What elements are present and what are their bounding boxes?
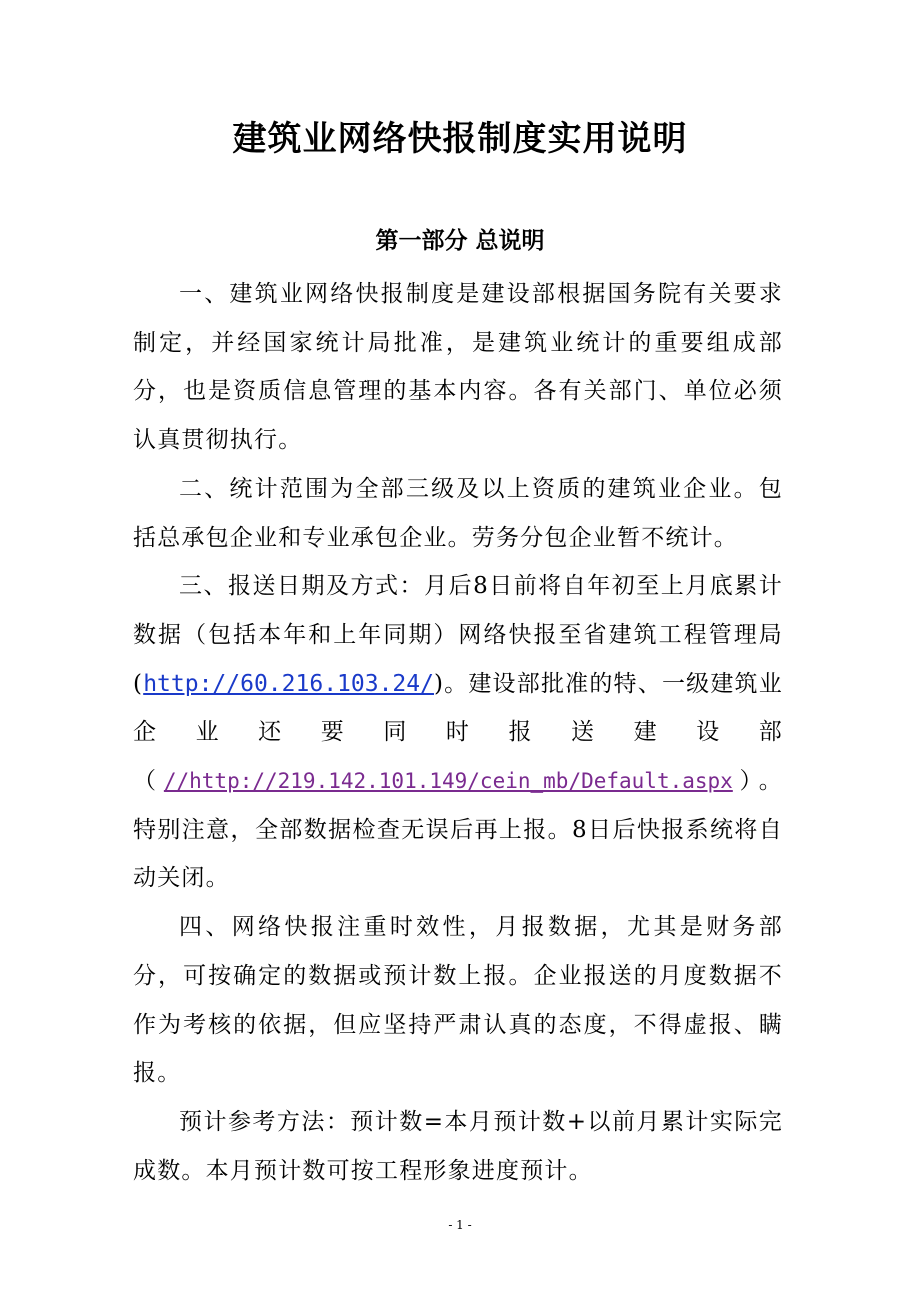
spread-char: 报	[508, 719, 533, 746]
document-body	[133, 270, 783, 1195]
spread-char: 时	[445, 719, 471, 746]
spread-char: 还	[258, 719, 283, 746]
paragraph-3-continued	[133, 757, 783, 903]
paragraph-3-text-c: （	[133, 768, 164, 795]
paragraph-2: 二、统计范围为全部三级及以上资质的建筑业企业。包括总承包企业和专业承包企业。劳务分包企业暂不统计。	[133, 475, 783, 551]
paragraph-4: 四、网络快报注重时效性，月报数据，尤其是财务部分，可按确定的数据或预计数上报。企业报送的月度数据不作为考核的依据，但应坚持严肃认真的态度，不得虚报、瞒报。	[133, 914, 783, 1087]
section-heading: 第一部分 总说明	[375, 227, 545, 254]
document-title: 建筑业网络快报制度实用说明	[232, 119, 688, 159]
spread-char: 建	[633, 719, 658, 746]
paragraph-5: 预计参考方法：预计数=本月预计数+以前月累计实际完成数。本月预计数可按工程形象进度预计。	[133, 1108, 783, 1184]
provincial-bureau-link[interactable]: http://60.216.103.24/	[143, 670, 434, 697]
paragraph-3-text-b: )。建设部批准的特、一级建筑业	[433, 670, 783, 697]
paragraph-3-text-a: 三、报送日期及方式：月后8日前将自年初至上月底累计数据（包括本年和上年同期）网络快报至省建筑工程管理局(	[133, 573, 783, 697]
spread-char: 设	[696, 719, 721, 746]
spread-char: 业	[195, 719, 220, 746]
spread-char: 同	[383, 719, 408, 746]
paragraph-3-spread-line	[133, 708, 783, 757]
paragraph-3-text-d: ）。特别注意，全部数据检查无误后再上报。8日后快报系统将自动关闭。	[133, 768, 784, 892]
page-number: - 1 -	[448, 1218, 472, 1232]
paragraph-3	[133, 562, 783, 708]
paragraph-1: 一、建筑业网络快报制度是建设部根据国务院有关要求制定，并经国家统计局批准，是建筑业统计的重要组成部分，也是资质信息管理的基本内容。各有关部门、单位必须认真贯彻执行。	[133, 281, 783, 454]
spread-char: 送	[571, 719, 596, 746]
spread-char: 要	[320, 719, 345, 746]
spread-char: 企	[133, 719, 158, 746]
ministry-report-link[interactable]: //http://219.142.101.149/cein_mb/Default.aspx	[163, 769, 733, 794]
spread-char: 部	[758, 719, 783, 746]
